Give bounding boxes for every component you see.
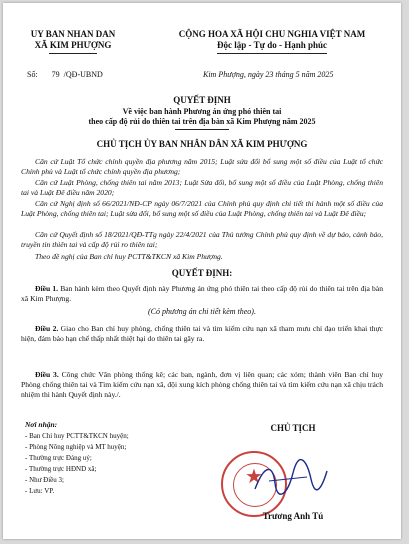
article-1-note: (Có phương án chi tiết kèm theo).: [148, 307, 256, 316]
article-3-text: Công chức Văn phòng thống kê; các ban, ngành, đơn vị liên quan; các xóm; thành viên Ban chỉ huy Phòng chống thiên tai và Tìm kiếm cứu nạn xã, đội xung kích phòng chống thiên tai và tìm kiếm cứu nạn xã chịu trách nhiệm thi hành Quyết định này./.: [21, 370, 384, 399]
recipient-item: - Lưu: VP.: [25, 487, 55, 495]
legal-basis-5: Theo đề nghị của Ban chỉ huy PCTT&TKCN xã Kim Phượng.: [35, 252, 223, 261]
article-3: [21, 370, 383, 400]
handwritten-signature: [251, 453, 331, 503]
subject-line1: Về việc ban hành Phương án ứng phó thiên tai: [122, 107, 282, 116]
number-suffix: /QĐ-UBND: [63, 70, 103, 79]
legal-basis-1: Căn cứ Luật Tổ chức chính quyền địa phương năm 2015; Luật sửa đổi bổ sung một số điều của Luật tổ chức Chính phủ và Luật tổ chức chính quyền địa phương;: [21, 157, 383, 176]
legal-basis-3: Căn cứ Nghị định số 66/2021/NĐ-CP ngày 06/7/2021 của Chính phủ quy định chi tiết thi hành một số điều của Luật Phòng, chống thiên tai; Luật sửa đổi, bổ sung một số điều của Luật Phòng, chống thiên tai và Luật Đê điều;: [21, 199, 383, 218]
recipient-item: - Phòng Nông nghiệp và MT huyện;: [25, 443, 127, 451]
place-date: Kim Phượng, ngày 23 tháng 5 năm 2025: [203, 70, 334, 79]
org-underline: [49, 53, 97, 54]
article-1-text: Ban hành kèm theo Quyết định này Phương án ứng phó thiên tai theo cấp độ rủi do thiên tai trên địa bàn xã Kim Phượng.: [21, 284, 384, 303]
article-2-label: Điều 2.: [35, 324, 59, 333]
article-1: [21, 284, 383, 304]
nation-title: CỘNG HOA XÃ HỘI CHU NGHIA VIỆT NAM: [178, 29, 366, 39]
legal-basis-4: Căn cứ Quyết định số 18/2021/QĐ-TTg ngày 22/4/2021 của Thủ tướng Chính phủ quy định về dự báo, cảnh báo, truyền tin thiên tai và cấp độ rủi ro thiên tai;: [21, 230, 383, 249]
article-2: [21, 324, 383, 344]
motto-underline: [217, 53, 327, 54]
decision-type: QUYẾT ĐỊNH: [173, 95, 231, 105]
signer-name: Trương Anh Tú: [262, 511, 324, 521]
recipient-item: - Thường trực Đảng uỷ;: [25, 454, 92, 462]
subject-underline: [175, 129, 229, 130]
issuing-authority: CHỦ TỊCH ỦY BAN NHÂN DÂN XÃ KIM PHƯỢNG: [96, 139, 308, 149]
article-1-label: Điều 1.: [35, 284, 59, 293]
recipients-label: Nơi nhận:: [25, 420, 58, 429]
seal-star-icon: ★: [245, 464, 263, 488]
legal-basis-2: Căn cứ Luật Phòng, chống thiên tai năm 2013; Luật Sửa đổi, bổ sung một số điều của Luật Phòng, chống thiên tai và Luật Đê điều năm 2020;: [21, 178, 383, 197]
document-number: [27, 70, 103, 80]
recipient-item: - Ban Chỉ huy PCTT&TKCN huyện;: [25, 432, 129, 440]
article-2-text: Giao cho Ban chỉ huy phòng, chống thiên tai và tìm kiếm cứu nạn xã tham mưu chỉ đạo triển khai thực hiện, đảm bảo hạn chế thấp nhất thiệt hại do thiên tai gây ra.: [21, 324, 384, 343]
motto: Độc lập - Tự do - Hạnh phúc: [216, 40, 327, 50]
org-name-line1: UY BAN NHAN DAN: [30, 29, 116, 39]
org-name-line2: XÃ KIM PHƯỢNG: [34, 40, 112, 50]
signer-title: CHỦ TỊCH: [270, 423, 316, 433]
article-3-label: Điều 3.: [35, 370, 59, 379]
subject-line2: theo cấp độ rủi do thiên tai trên địa bàn xã Kim Phượng năm 2025: [88, 117, 316, 126]
recipient-item: - Như Điều 3;: [25, 476, 64, 484]
number-label: Số:: [27, 70, 38, 79]
number-value: 79: [51, 70, 60, 79]
document-page: [3, 3, 401, 539]
recipient-item: - Thường trực HĐND xã;: [25, 465, 97, 473]
decides-heading: QUYẾT ĐỊNH:: [171, 268, 233, 278]
